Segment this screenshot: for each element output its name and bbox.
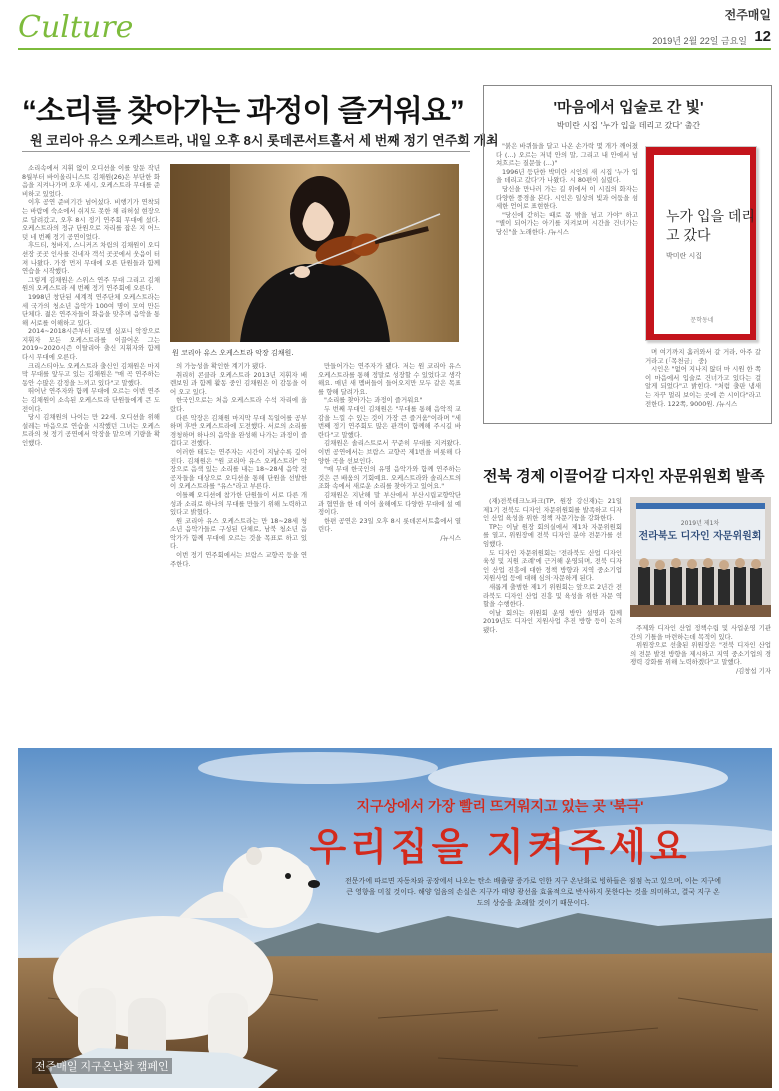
design-committee-headline: 전북 경제 이끌어갈 디자인 자문위원회 발족: [483, 468, 765, 485]
book-review-title: '마음에서 입술로 간 빛': [553, 99, 704, 116]
paragraph: 두 번째 무대인 김채원은 "무대를 통해 음악적 교감을 느낄 수 있는 것이 가장 큰 즐거움"이라며 "세 번째 정기 연주회도 많은 관객이 함께해 주시길 바란다"고 말했다.: [318, 404, 461, 439]
paragraph: 뛰어난 연주자와 함께 무대에 오르는 이번 연주는 김채원이 소속된 오케스트라 단원들에게 큰 도전이다.: [22, 387, 160, 413]
paragraph: "붉은 바퀴들을 달고 나온 손가락 몇 개가 깨어졌다 (...) 오르는 저녁 안의 말, 그리고 내 안에서 넘쳐흐르는 질문들 (...)": [496, 142, 638, 168]
banner-line-1: 2019년 제1차: [680, 520, 720, 527]
paragraph: 이틀째 오디션에 참가한 단원들이 서로 다른 개성과 소리로 하나의 무대를 만들기 위해 노력하고 있다고 밝혔다.: [170, 490, 307, 517]
paragraph: 소리속에서 지휘 없이 오디션을 이를 앞둔 작년 8월부터 바이올리니스트 김채원(26)은 부단한 화음을 지켜나가며 오후 세시, 오케스트라 무대를 준비하고 있었다.: [22, 164, 160, 198]
design-article-column-2: [630, 624, 771, 737]
main-subhead: 원 코리아 유스 오케스트라, 내일 오후 8시 롯데콘서트홀서 세 번째 정기 연주회 개최: [30, 133, 499, 148]
paragraph: 이날 회의는 위원회 운영 방안 설명과 함께 2019년도 디자인 지원사업 추진 방향 등이 논의됐다.: [483, 608, 622, 634]
paragraph: "소리를 찾아가는 과정이 즐거워요": [324, 396, 423, 405]
paragraph: 2014~2018시즌부터 리모델 심포니 악장으로 지휘자 모든 오케스트라를 이끌어온 그는 2019~2020시즌 이탈리아 출신 지휘자와 함께 다시 무대에 오른다.: [22, 327, 160, 362]
paragraph: (재)전북테크노파크(TP, 원장 강신재)는 21일 제1기 전북도 디자인 자문위원회를 발족하고 디자인 산업 육성을 위한 정책 자문기능을 강화한다.: [483, 497, 622, 523]
paragraph: 후드티, 청바지, 스니커즈 차림의 김채원이 오디션장 곳곳 인사를 건네자 객석 곳곳에서 웃음이 터져 나왔다. 가장 먼저 무대에 오른 단원들과 함께 연습을 시작했다.: [22, 241, 160, 276]
paragraph: 원 코리아 유스 오케스트라는 만 18~28세 청소년 음악가들로 구성된 단체로, 남북 청소년 음악가가 함께 무대에 오르는 것을 목표로 하고 있다.: [170, 516, 307, 551]
book-cover: [645, 146, 757, 341]
main-headline: “소리를 찾아가는 과정이 즐거워요”: [22, 95, 464, 128]
paragraph: 새롭게 출범한 제1기 위원회는 앞으로 2년간 전라북도 디자인 산업 진흥 및 육성을 위한 자문 역할을 수행한다.: [483, 582, 622, 609]
ad-body-text: 전문가에 따르면 자동차와 공장에서 나오는 탄소 배출량 증가로 인한 지구 온난화로 빙하들은 점점 녹고 있으며, 이는 지구에 큰 영향을 미칠 것이다. 해양 얼음의 손실은 지구가 태양 광선을 효율적으로 반사하지 못한다는 것을 의미하고, 결국 지구 온도의 상승을 초래할 것이기 때문이다.: [345, 877, 721, 907]
photo-caption: 원 코리아 유스 오케스트라 악장 김채원.: [172, 349, 294, 357]
paragraph: 주제와 디자인 산업 정책수립 및 사업운영 기관 간의 기틀을 마련하는데 목적이 있다.: [630, 624, 771, 641]
book-cover-publisher: 문학동네: [690, 317, 714, 324]
issue-date: 2019년 2월 22일 금요일: [652, 36, 747, 46]
paragraph: 만들어가는 연주자가 됐다. 저는 원 코리아 유스 오케스트라를 통해 정말로 성장할 수 있었다고 생각해요. 매년 새 멤버들이 들어오지만 모두 같은 목표를 향해 달려가요.: [318, 362, 461, 396]
paragraph: 며 여기까지 흘러와서 갈 거라, 아주 갈 거라고 (「목천금」 중): [645, 348, 761, 365]
paragraph: "당신에 갇히는 때로 몸 밖을 넘고 가야" 하고 "별이 되어가는 아기를 지켜보며 시간을 건너가는 당신"을 노래한다. /뉴시스: [496, 210, 638, 236]
polar-bear-campaign-ad: [18, 748, 772, 1088]
paragraph: 다른 악장은 김채원 마지막 무대 독일어를 공부하며 후반 오케스트라에 도전했다. 서로의 소리를 경청하며 하나의 음악을 완성해 나가는 과정이 즐겁다고 전했다.: [170, 413, 307, 448]
byline: /김창섭 기자: [735, 666, 771, 675]
paragraph: 이번 정기 연주회에서는 브람스 교향곡 등을 연주한다.: [170, 551, 307, 568]
paragraph: 의 가능성을 확인한 계기가 됐다.: [176, 362, 267, 370]
section-title: Culture: [18, 10, 134, 45]
paragraph: 도 디자인 자문위원회는 '전라북도 산업 디자인 육성 및 지원 조례'에 근거해 운영되며, 전북 디자인 산업 진흥에 대한 정책 방향과 지역 중소기업 지원사업 등에 대해 심의·자문하게 된다.: [483, 548, 622, 583]
paragraph: 김채원은 지난해 말 부산에서 부산시립교향악단과 협연을 한 데 이어 올해에도 다양한 무대에 설 예정이다.: [318, 490, 461, 517]
paragraph: 1998년 창단된 세계적 연주단체 오케스트라는 세 국가의 청소년 음악가 100여 명이 모여 만든 단체다. 젊은 연주자들이 화음을 맞추며 음악을 통해 서로를 이해하고 있다.: [22, 292, 160, 327]
violinist-photo: [170, 164, 459, 342]
paragraph: 당시 김채원의 나이는 만 22세. 오디션을 위해 설레는 마음으로 연습을 시작했던 그녀는 오케스트라의 첫 정기 공연에서 악장을 맡으며 기량을 확인했다.: [22, 413, 160, 447]
paragraph: 취리히 콘클라 오케스트라 2013년 지휘자 배렌보임 과 함께 활동 중인 김채원은 이 감동을 이어 오고 있다.: [170, 370, 307, 396]
book-review-subtitle: 박미란 시집 '누가 입을 데리고 갔다' 출간: [556, 121, 701, 130]
paragraph: 이러한 태도는 연주자는 시간이 지날수록 깊어진다. 김채원은 "원 코리아 유스 오케스트라" 악장으로 음색 있는 소리를 내는 18~28세 음악 전공자들을 대상으로 오디션을 통해 단원을 선발한 이 오케스트라를 "유스"라고 부른다.: [170, 447, 307, 491]
book-review-column-2: [645, 348, 761, 416]
book-cover-author: 박미란 시집: [666, 252, 703, 260]
newspaper-name: 전주매일: [724, 8, 771, 22]
paragraph: 당신을 만나러 가는 길 위에서 이 시집의 화자는 다양한 풍경을 본다. 시인은 일상의 빛과 어둠을 섬세한 언어로 표현한다.: [496, 184, 638, 211]
page-header: [18, 4, 771, 48]
paragraph: 시인은 "없어 지나지 않더 마 시원 한 쪽이 마음에서 입술로 건너가고 있다는 걸 알게 되었다"고 밝힌다. "처럼 출판 냄새는 자꾸 멀리 보이는 곳에 쓴 시이다"라고 전한다. 122쪽, 9000원. /뉴시스: [645, 365, 761, 408]
header-rule: [18, 48, 771, 50]
page-number: 12: [754, 28, 771, 45]
subhead-rule: [22, 151, 470, 152]
paragraph: 위원장으로 선출된 위원장은 "전북 디자인 산업의 전문 발전 방향을 제시하고 지역 중소기업의 경쟁력 강화를 위해 노력하겠다"고 말했다.: [630, 641, 771, 667]
ad-credit: 전주매일 지구온난화 캠페인: [32, 1058, 172, 1074]
byline: /뉴시스: [440, 533, 461, 542]
paragraph: 1996년 등단한 박미란 시인의 새 시집 '누가 입을 데리고 갔다'가 나왔다. 시 80편이 실렸다.: [496, 167, 638, 185]
ad-tagline: 지구상에서 가장 빨리 뜨거워지고 있는 곳 '북극': [356, 798, 644, 814]
banner-line-2: 전라북도 디자인 자문위원회: [638, 531, 762, 542]
ad-main-slogan: 우리집을 지켜주세요: [309, 827, 691, 869]
main-article-column-2: [170, 362, 307, 738]
design-article-column-1: [483, 497, 622, 737]
paragraph: 김채원은 솔리스트로서 꾸준히 무대를 지켜왔다. 이번 공연에서는 브람스 교향곡 제1번을 비롯해 다양한 곡을 선보인다.: [318, 439, 461, 465]
paragraph: 이후 공연 준비기간 넘어섰다. 비행기가 연착되는 바람에 숙소에서 쉬지도 못한 채 리허설 현장으로 달려갔고, 오후 8시 정기 연주회 무대에 섰다. 오케스트라의 정규 단원으로 자리를 잡은 지 어느덧 네 번째 정기 공연이었다.: [22, 198, 160, 241]
book-review-column-1: [496, 142, 638, 414]
main-article-column-1: [22, 164, 160, 738]
book-cover-title: 누가 입을 데리고 갔다: [666, 208, 755, 243]
paragraph: 한국인으로는 처음 오케스트라 수석 자리에 올랐다.: [170, 396, 307, 413]
book-review-box: [483, 85, 772, 424]
paragraph: 한편 공연은 23일 오후 8시 롯데콘서트홀에서 열린다.: [318, 516, 461, 534]
main-article-column-3: [318, 362, 461, 738]
committee-group-photo: [630, 497, 771, 617]
paragraph: 그렇게 김채원은 스위스 연주 무대 그리고 김채원의 오케스트라 세 번째 정기 연주회에 오른다.: [22, 275, 160, 293]
paragraph: 크리스티아노 오케스트라 출신인 김채원은 마지막 무대를 앞두고 있는 김채원은 "매 곡 연주하는 동안 수많은 감정을 느끼고 있다"고 말했다.: [22, 361, 160, 387]
paragraph: TP는 이날 원장 회의실에서 제1차 자문위원회를 열고, 위원장에 전북 디자인 분야 전문가를 선임했다.: [483, 522, 622, 548]
paragraph: "매 무대 한국인의 유명 음악가와 함께 연주하는 것은 큰 배움의 기회예요. 오케스트라와 솔리스트의 조화 속에서 새로운 소리를 찾아가고 있어요.": [318, 465, 461, 491]
